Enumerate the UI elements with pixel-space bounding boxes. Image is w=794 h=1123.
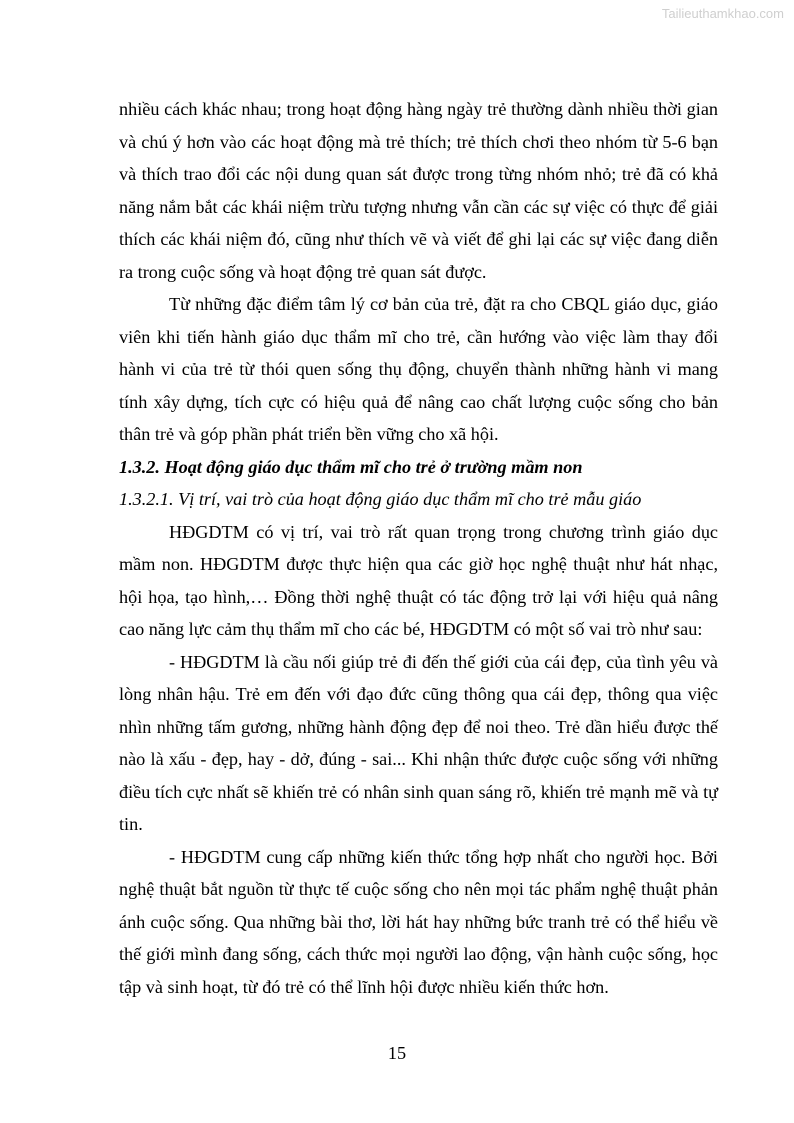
paragraph: Từ những đặc điểm tâm lý cơ bản của trẻ, đặt ra cho CBQL giáo dục, giáo viên khi tiến hành giáo dục thẩm mĩ cho trẻ, cần hướng vào việc làm thay đổi hành vi của trẻ từ thói quen sống thụ động, chuyển thành những hành vi mang tính xây dựng, tích cực có hiệu quả để nâng cao chất lượng cuộc sống cho bản thân trẻ và góp phần phát triển bền vững cho xã hội. [119,294,718,444]
watermark: Tailieuthamkhao.com [661,6,784,21]
section-heading: 1.3.2. Hoạt động giáo dục thẩm mĩ cho trẻ ở trường mầm non [119,456,583,477]
bullet-paragraph: - HĐGDTM là cầu nối giúp trẻ đi đến thế giới của cái đẹp, của tình yêu và lòng nhân hậu. Trẻ em đến với đạo đức cũng thông qua cái đẹp, thông qua việc nhìn những tấm gương, những hành động đẹp để noi theo. Trẻ dần hiểu được thế nào là xấu - đẹp, hay - dở, đúng - sai... Khi nhận thức được cuộc sống với những điều tích cực nhất sẽ khiến trẻ có nhân sinh quan sáng rõ, khiến trẻ mạnh mẽ và tự tin. [119,651,718,834]
subsection-heading: 1.3.2.1. Vị trí, vai trò của hoạt động giáo dục thẩm mĩ cho trẻ mẫu giáo [119,489,642,509]
page-number: 15 [387,1043,407,1063]
bullet-paragraph: - HĐGDTM cung cấp những kiến thức tổng hợp nhất cho người học. Bởi nghệ thuật bắt nguồn từ thực tế cuộc sống cho nên mọi tác phẩm nghệ thuật phản ánh cuộc sống. Qua những bài thơ, lời hát hay những bức tranh trẻ có thể hiểu về thế giới mình đang sống, cách thức mọi người lao động, vận hành cuộc sống, học tập và sinh hoạt, từ đó trẻ có thể lĩnh hội được nhiều kiến thức hơn. [119,846,718,997]
paragraph: nhiều cách khác nhau; trong hoạt động hàng ngày trẻ thường dành nhiều thời gian và chú ý hơn vào các hoạt động mà trẻ thích; trẻ thích chơi theo nhóm từ 5-6 bạn và thích trao đổi các nội dung quan sát được trong từng nhóm nhỏ; trẻ đã có khả năng nắm bắt các khái niệm trừu tượng nhưng vẫn cần các sự việc có thực để giải thích các khái niệm đó, cũng như thích vẽ và viết để ghi lại các sự việc đang diễn ra trong cuộc sống và hoạt động trẻ quan sát được. [119,99,718,282]
document-body [119,93,718,1003]
paragraph: HĐGDTM có vị trí, vai trò rất quan trọng trong chương trình giáo dục mầm non. HĐGDTM được thực hiện qua các giờ học nghệ thuật như hát nhạc, hội họa, tạo hình,… Đồng thời nghệ thuật có tác động trở lại với hiệu quả nâng cao năng lực cảm thụ thẩm mĩ cho các bé, HĐGDTM có một số vai trò như sau: [119,521,718,639]
